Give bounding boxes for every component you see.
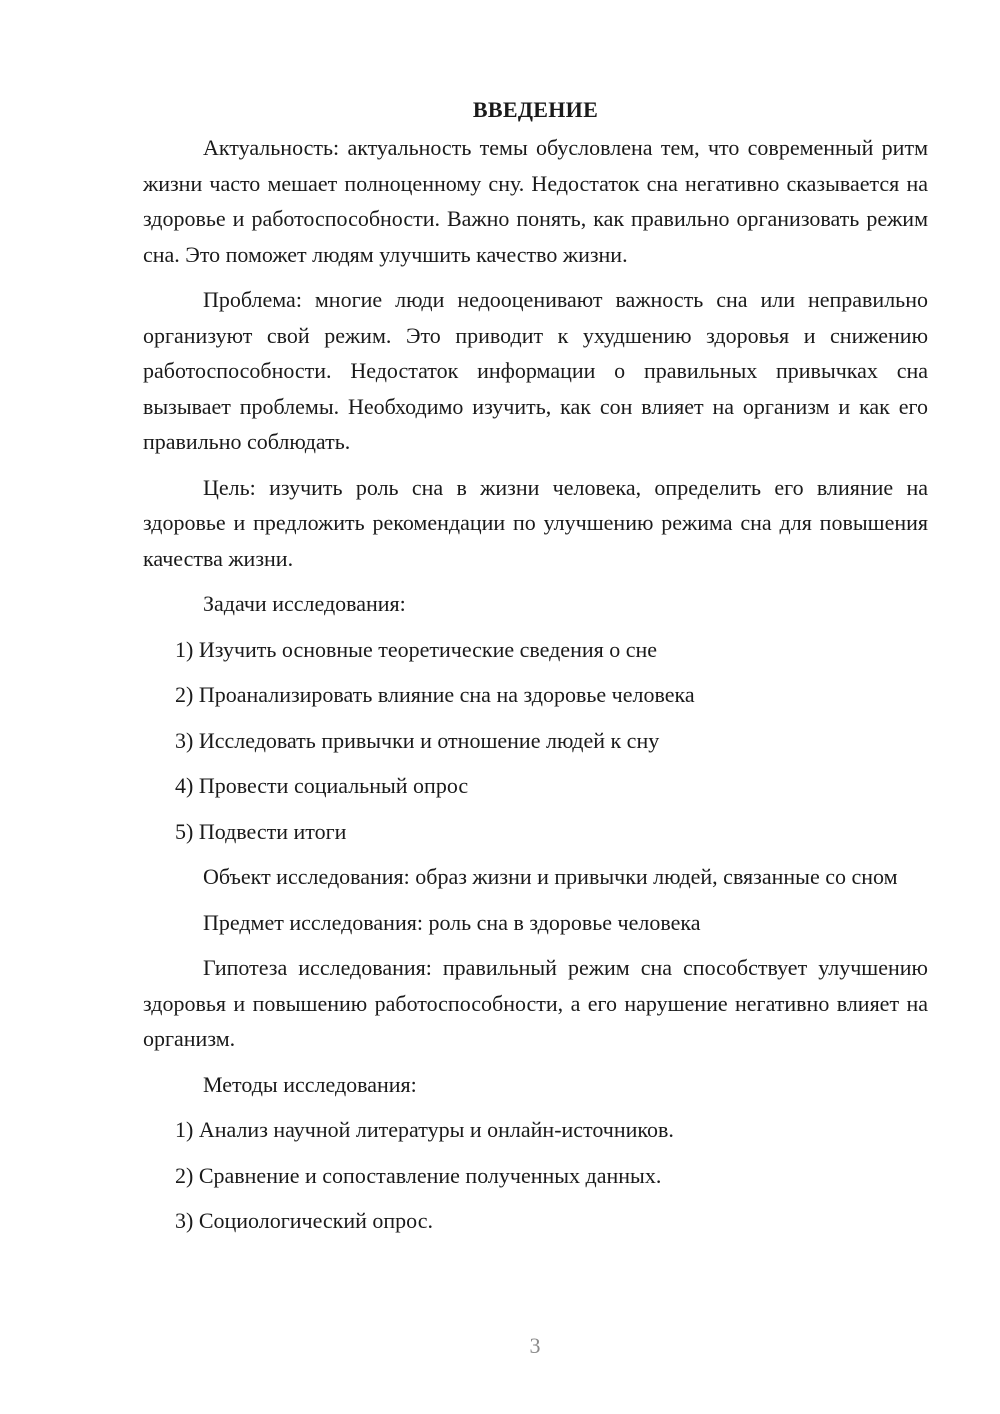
- method-item-2: 2) Сравнение и сопоставление полученных данных.: [175, 1162, 662, 1188]
- task-item-5: 5) Подвести итоги: [175, 818, 347, 844]
- page-title: ВВЕДЕНИЕ: [472, 97, 599, 122]
- tasks-heading: Задачи исследования:: [203, 591, 406, 616]
- task-item-3: 3) Исследовать привычки и отношение людей к сну: [175, 727, 660, 753]
- method-item-3: 3) Социологический опрос.: [175, 1208, 433, 1233]
- hypothesis-paragraph: Гипотеза исследования: правильный режим сна способствует улучшению здоровья и повышению работоспособности, а его нарушение негативно влияет на организм.: [143, 955, 928, 1051]
- object-paragraph: Объект исследования: образ жизни и привычки людей, связанные со сном: [203, 864, 898, 889]
- task-item-4: 4) Провести социальный опрос: [175, 773, 469, 798]
- methods-heading: Методы исследования:: [203, 1071, 417, 1097]
- subject-paragraph: Предмет исследования: роль сна в здоровье человека: [203, 909, 701, 935]
- goal-paragraph: Цель: изучить роль сна в жизни человека, определить его влияние на здоровье и предложить рекомендации по улучшению режима сна для повышения качества жизни.: [143, 474, 928, 571]
- page-number: 3: [529, 1333, 541, 1358]
- task-item-2: 2) Проанализировать влияние сна на здоровье человека: [175, 682, 695, 707]
- document-page: [143, 95, 928, 1249]
- method-item-1: 1) Анализ научной литературы и онлайн-источников.: [175, 1117, 674, 1142]
- task-item-1: 1) Изучить основные теоретические сведения о сне: [175, 636, 658, 662]
- problem-paragraph: Проблема: многие люди недооценивают важность сна или неправильно организуют свой режим. Это приводит к ухудшению здоровья и снижению работоспособности. Недостаток информации о правильных привычках сна вызывает проблемы. Необходимо изучить, как сон влияет на организм и как его правильно соблюдать.: [143, 287, 928, 454]
- relevance-paragraph: Актуальность: актуальность темы обусловлена тем, что современный ритм жизни часто мешает полноценному сну. Недостаток сна негативно сказывается на здоровье и работоспособности. Важно понять, как правильно организовать режим сна. Это поможет людям улучшить качество жизни.: [143, 135, 928, 267]
